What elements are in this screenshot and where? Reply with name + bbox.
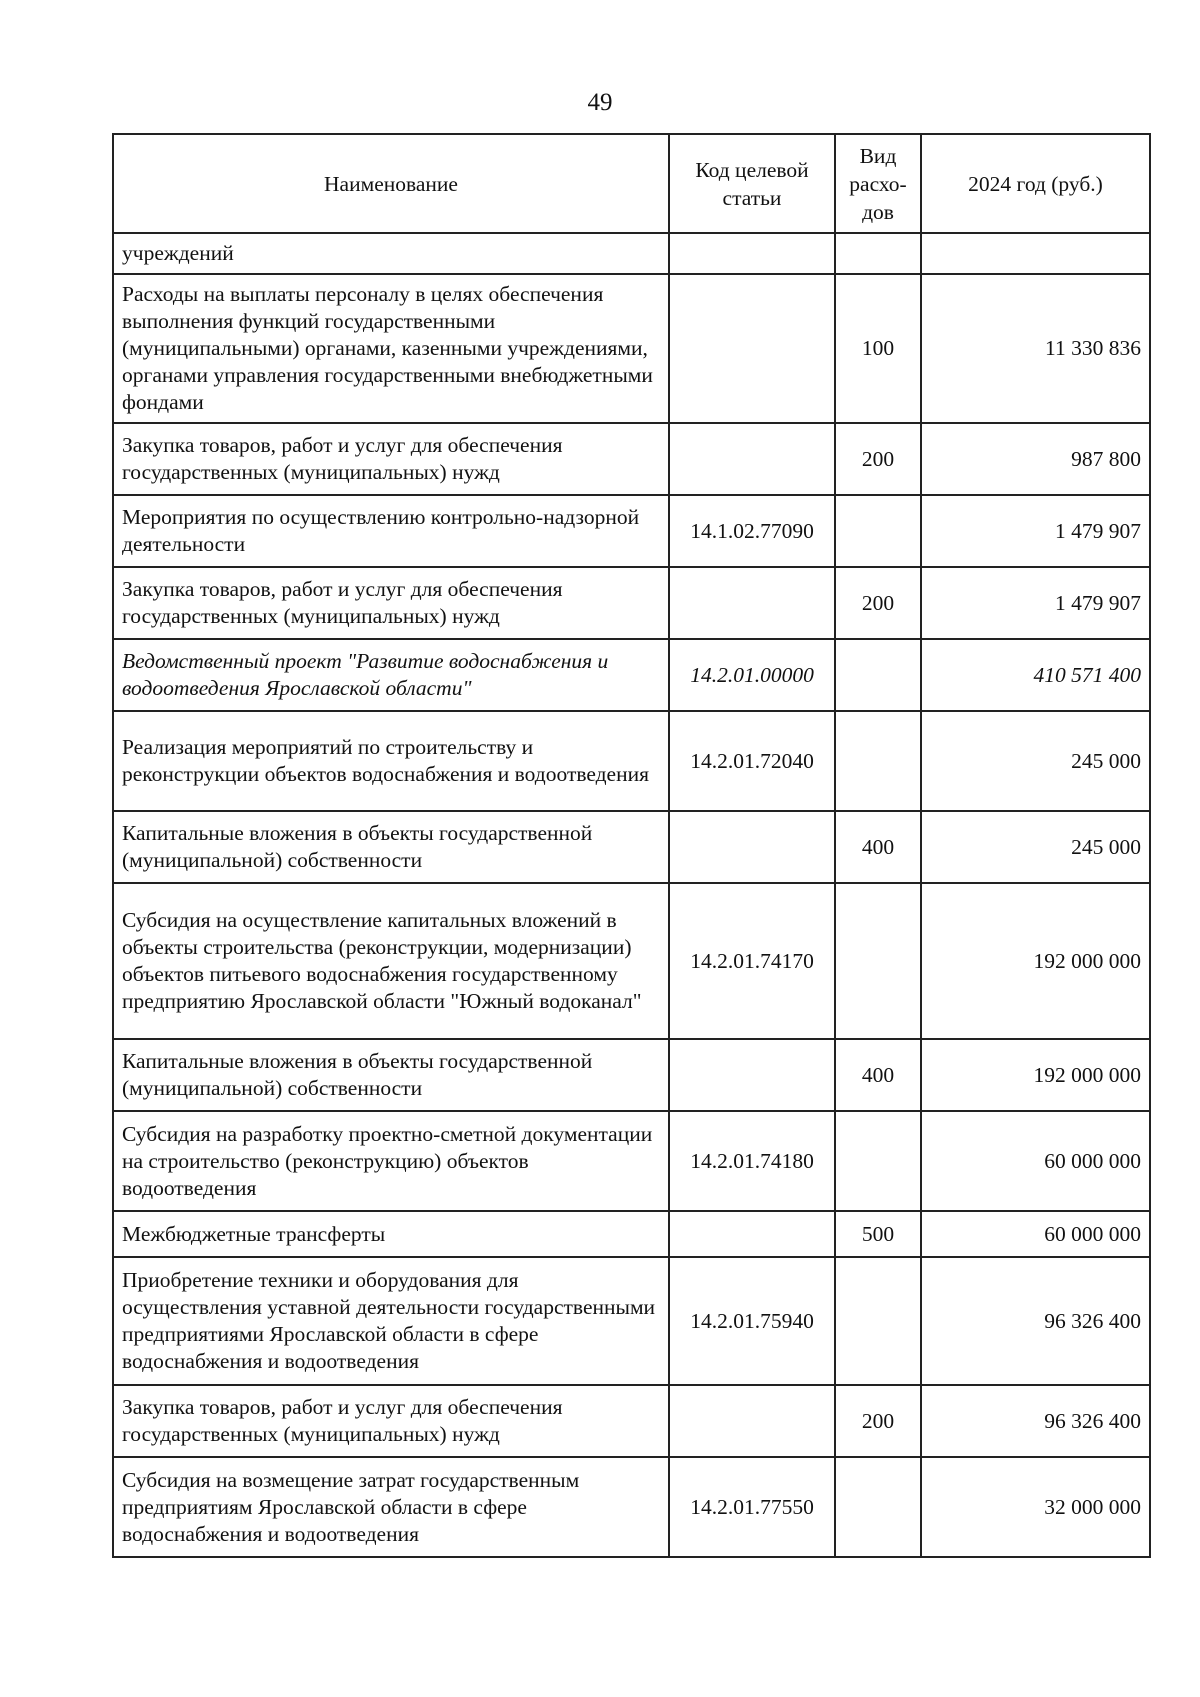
row-code: 14.2.01.74180 (669, 1111, 835, 1211)
row-name: Межбюджетные трансферты (113, 1211, 669, 1257)
table-row (113, 1039, 1150, 1111)
row-code: 14.2.01.00000 (669, 639, 835, 711)
header-amount: 2024 год (руб.) (921, 134, 1150, 233)
row-name: учреждений (113, 233, 669, 274)
table-row (113, 883, 1150, 1039)
row-name: Расходы на выплаты персоналу в целях обеспечения выполнения функций государственными (муниципальными) органами, казенными учреждениями, органами управления государственными внебюджетными фондами (113, 274, 669, 423)
header-type: Вид расхо-дов (835, 134, 921, 233)
row-amount: 987 800 (921, 423, 1150, 495)
table-row (113, 711, 1150, 811)
row-amount: 11 330 836 (921, 274, 1150, 423)
table-row (113, 811, 1150, 883)
header-name: Наименование (113, 134, 669, 233)
row-code (669, 233, 835, 274)
row-code: 14.2.01.75940 (669, 1257, 835, 1385)
row-code: 14.1.02.77090 (669, 495, 835, 567)
table-row (113, 639, 1150, 711)
row-name: Капитальные вложения в объекты государственной (муниципальной) собственности (113, 811, 669, 883)
table-row (113, 1385, 1150, 1457)
row-type (835, 233, 921, 274)
header-code: Код целевой статьи (669, 134, 835, 233)
row-type: 500 (835, 1211, 921, 1257)
table-row (113, 1111, 1150, 1211)
row-name: Ведомственный проект "Развитие водоснабжения и водоотведения Ярославской области" (113, 639, 669, 711)
row-name: Субсидия на разработку проектно-сметной документации на строительство (реконструкцию) объектов водоотведения (113, 1111, 669, 1211)
row-type (835, 495, 921, 567)
row-type: 200 (835, 1385, 921, 1457)
row-name: Мероприятия по осуществлению контрольно-надзорной деятельности (113, 495, 669, 567)
table-row (113, 495, 1150, 567)
row-code (669, 1039, 835, 1111)
row-name: Закупка товаров, работ и услуг для обеспечения государственных (муниципальных) нужд (113, 567, 669, 639)
row-code (669, 1211, 835, 1257)
row-name: Закупка товаров, работ и услуг для обеспечения государственных (муниципальных) нужд (113, 423, 669, 495)
row-amount: 96 326 400 (921, 1385, 1150, 1457)
row-type: 400 (835, 1039, 921, 1111)
row-type: 200 (835, 567, 921, 639)
budget-table (112, 133, 1151, 1558)
row-type (835, 639, 921, 711)
row-name: Приобретение техники и оборудования для осуществления уставной деятельности государственными предприятиями Ярославской области в сфере водоснабжения и водоотведения (113, 1257, 669, 1385)
row-type (835, 1457, 921, 1557)
row-type (835, 1257, 921, 1385)
row-amount: 245 000 (921, 711, 1150, 811)
page-number: 49 (587, 89, 613, 116)
table-row (113, 1257, 1150, 1385)
row-amount: 192 000 000 (921, 883, 1150, 1039)
row-type: 400 (835, 811, 921, 883)
table-row (113, 423, 1150, 495)
row-name: Субсидия на возмещение затрат государственным предприятиям Ярославской области в сфере водоснабжения и водоотведения (113, 1457, 669, 1557)
row-name: Капитальные вложения в объекты государственной (муниципальной) собственности (113, 1039, 669, 1111)
row-code (669, 274, 835, 423)
row-code: 14.2.01.74170 (669, 883, 835, 1039)
row-type (835, 1111, 921, 1211)
row-amount (921, 233, 1150, 274)
row-type: 200 (835, 423, 921, 495)
row-type: 100 (835, 274, 921, 423)
table-row (113, 567, 1150, 639)
table-row (113, 1211, 1150, 1257)
table-header-row (113, 134, 1150, 233)
table-row (113, 1457, 1150, 1557)
row-code: 14.2.01.72040 (669, 711, 835, 811)
row-code (669, 1385, 835, 1457)
row-amount: 410 571 400 (921, 639, 1150, 711)
row-amount: 1 479 907 (921, 495, 1150, 567)
row-name: Закупка товаров, работ и услуг для обеспечения государственных (муниципальных) нужд (113, 1385, 669, 1457)
row-amount: 1 479 907 (921, 567, 1150, 639)
row-amount: 96 326 400 (921, 1257, 1150, 1385)
row-code: 14.2.01.77550 (669, 1457, 835, 1557)
row-code (669, 567, 835, 639)
row-code (669, 811, 835, 883)
row-amount: 32 000 000 (921, 1457, 1150, 1557)
table-row (113, 274, 1150, 423)
row-amount: 192 000 000 (921, 1039, 1150, 1111)
row-code (669, 423, 835, 495)
row-amount: 60 000 000 (921, 1211, 1150, 1257)
row-name: Субсидия на осуществление капитальных вложений в объекты строительства (реконструкции, модернизации) объектов питьевого водоснабжения государственному предприятию Ярославской области "Южный водоканал" (113, 883, 669, 1039)
row-type (835, 711, 921, 811)
row-name: Реализация мероприятий по строительству и реконструкции объектов водоснабжения и водоотведения (113, 711, 669, 811)
row-type (835, 883, 921, 1039)
table-row (113, 233, 1150, 274)
row-amount: 60 000 000 (921, 1111, 1150, 1211)
row-amount: 245 000 (921, 811, 1150, 883)
